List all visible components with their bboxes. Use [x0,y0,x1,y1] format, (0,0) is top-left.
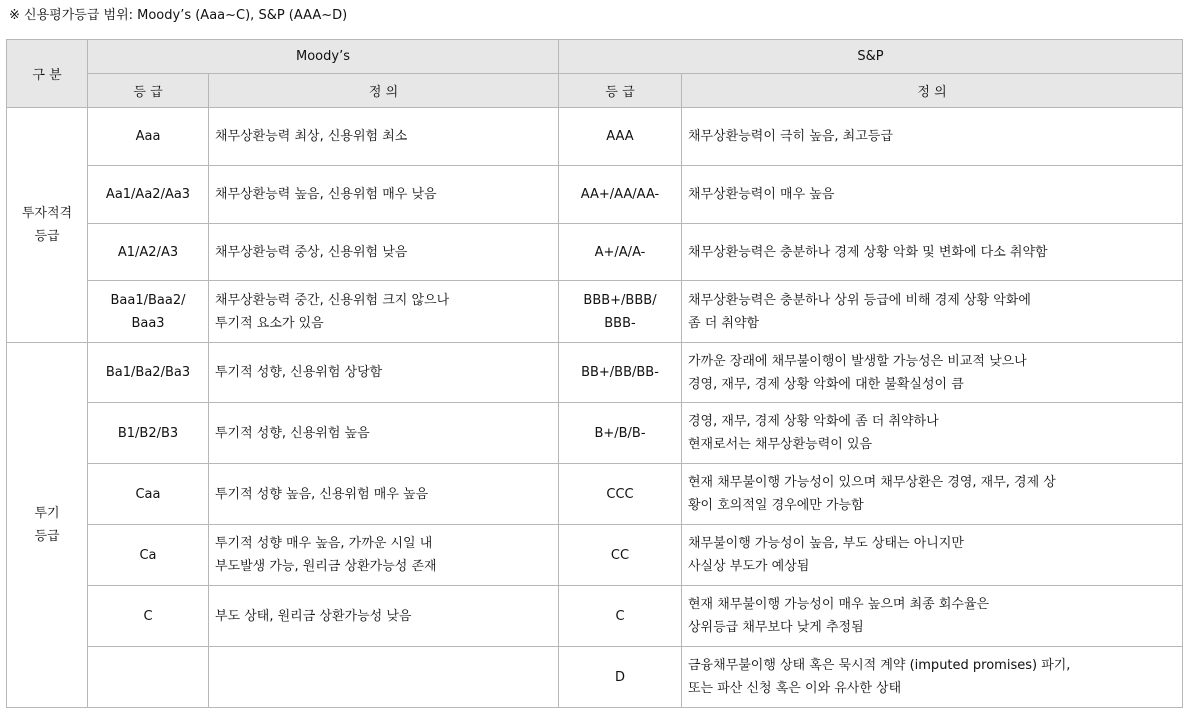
moodys-definition-line: 투기적 성향 높음, 신용위험 매우 높음 [215,486,429,502]
moodys-grade [88,224,209,281]
sp-grade [559,403,682,464]
table-row [7,586,1183,647]
sp-grade-line: CC [610,547,630,563]
table-row [7,403,1183,464]
moodys-grade-line: Caa [135,486,161,502]
header-sp-grade: 등 급 [559,74,682,108]
moodys-grade-line: Ca [139,547,157,563]
moodys-grade-line: Baa3 [131,315,165,331]
sp-definition-line: 사실상 부도가 예상됨 [688,559,810,574]
sp-definition-line: 현재 채무불이행 가능성이 있으며 채무상환은 경영, 재무, 경제 상 [688,475,1056,490]
table-row [7,525,1183,586]
sp-definition [682,108,1183,166]
sp-definition [682,281,1183,343]
sp-grade-line: BBB+/BBB/ [583,292,657,308]
moodys-definition [209,586,559,647]
sp-definition-line: 경영, 재무, 경제 상황 악화에 대한 불확실성이 큼 [688,376,964,392]
moodys-grade [88,647,209,708]
sp-grade [559,281,682,343]
sp-definition-line: 현재 채무불이행 가능성이 매우 높으며 최종 회수율은 [688,597,990,612]
sp-definition-line: 채무불이행 가능성이 높음, 부도 상태는 아니지만 [688,536,964,551]
table-row [7,647,1183,708]
sp-grade [559,525,682,586]
sp-grade-line: B+/B/B- [594,425,646,441]
moodys-grade [88,464,209,525]
group-label-line: 등급 [34,229,60,244]
table-body [7,108,1183,708]
sp-definition [682,586,1183,647]
sp-definition-line: 가까운 장래에 채무불이행이 발생할 가능성은 비교적 낮으나 [688,353,1027,369]
moodys-grade [88,343,209,403]
moodys-grade [88,281,209,343]
header-moodys: Moody’s [88,40,559,74]
table-row [7,166,1183,224]
moodys-grade [88,166,209,224]
sp-grade-line: CCC [606,486,634,502]
sp-definition-line: 황이 호의적일 경우에만 가능함 [688,498,864,513]
moodys-grade [88,403,209,464]
moodys-definition [209,343,559,403]
moodys-grade-line: B1/B2/B3 [117,425,179,441]
group-speculative-grade [7,343,88,708]
sp-grade-line: C [615,608,625,624]
sp-definition [682,647,1183,708]
moodys-definition [209,403,559,464]
moodys-definition-line: 부도 상태, 원리금 상환가능성 낮음 [215,608,412,624]
group-label-line: 등급 [34,529,60,544]
moodys-definition [209,166,559,224]
group-investment-grade [7,108,88,343]
moodys-definition-line: 부도발생 가능, 원리금 상환가능성 존재 [215,559,437,574]
header-sp: S&P [559,40,1183,74]
sp-grade-line: AAA [606,129,634,144]
sp-definition [682,403,1183,464]
moodys-definition-line: 투기적 성향 매우 높음, 가까운 시일 내 [215,536,433,551]
range-note: ※ 신용평가등급 범위: Moody’s (Aaa~C), S&P (AAA~D) [9,8,348,23]
moodys-definition [209,464,559,525]
moodys-grade-line: C [143,608,153,624]
moodys-definition-line: 투기적 성향, 신용위험 높음 [215,425,370,441]
sp-definition [682,224,1183,281]
moodys-definition-line: 채무상환능력 중간, 신용위험 크지 않으나 [215,292,450,308]
moodys-grade [88,108,209,166]
sp-definition-line: 좀 더 취약함 [688,315,760,331]
moodys-definition [209,281,559,343]
sp-definition-line: 채무상환능력은 충분하나 상위 등급에 비해 경제 상황 악화에 [688,292,1031,308]
sp-grade [559,586,682,647]
moodys-definition-line: 투기적 성향, 신용위험 상당함 [215,365,383,380]
sp-definition-line: 상위등급 채무보다 낮게 추정됨 [688,620,864,635]
sp-definition [682,343,1183,403]
sp-definition-line: 또는 파산 신청 혹은 이와 유사한 상태 [688,681,902,696]
moodys-definition [209,108,559,166]
sp-grade-line: A+/A/A- [594,244,646,260]
table-row [7,224,1183,281]
table-row [7,108,1183,166]
moodys-grade-line: Aaa [135,129,161,144]
moodys-grade [88,586,209,647]
sp-definition-line: 채무상환능력이 극히 높음, 최고등급 [688,129,893,144]
credit-rating-table [6,39,1183,708]
header-category: 구 분 [7,40,88,108]
table-row [7,281,1183,343]
moodys-grade-line: Aa1/Aa2/Aa3 [105,187,191,202]
sp-grade [559,108,682,166]
table-row [7,343,1183,403]
sp-definition-line: 경영, 재무, 경제 상황 악화에 좀 더 취약하나 [688,414,939,429]
sp-grade [559,224,682,281]
sp-grade-line: BBB- [604,315,636,331]
sp-grade-line: D [614,669,625,685]
moodys-definition-line: 채무상환능력 최상, 신용위험 최소 [215,129,408,144]
moodys-definition-line: 투기적 요소가 있음 [215,315,324,331]
moodys-definition-line: 채무상환능력 높음, 신용위험 매우 낮음 [215,187,437,202]
sp-definition-line: 현재로서는 채무상환능력이 있음 [688,437,873,452]
sp-definition [682,166,1183,224]
sp-grade [559,343,682,403]
moodys-definition [209,647,559,708]
group-label-line: 투자적격 [21,206,73,221]
sp-grade [559,166,682,224]
sp-grade-line: BB+/BB/BB- [581,365,659,380]
sp-grade-line: AA+/AA/AA- [580,187,660,202]
header-moodys-definition: 정 의 [209,74,559,108]
moodys-grade-line: A1/A2/A3 [117,244,179,260]
moodys-definition-line: 채무상환능력 중상, 신용위험 낮음 [215,244,408,260]
sp-definition [682,464,1183,525]
sp-definition [682,525,1183,586]
header-sp-definition: 정 의 [682,74,1183,108]
sp-grade [559,464,682,525]
sp-grade [559,647,682,708]
moodys-grade [88,525,209,586]
moodys-definition [209,224,559,281]
table-row [7,464,1183,525]
header-moodys-grade: 등 급 [88,74,209,108]
moodys-grade-line: Baa1/Baa2/ [110,292,186,308]
sp-definition-line: 채무상환능력은 충분하나 경제 상황 악화 및 변화에 다소 취약함 [688,244,1048,260]
moodys-definition [209,525,559,586]
group-label-line: 투기 [34,506,60,521]
sp-definition-line: 금융채무불이행 상태 혹은 묵시적 계약 (imputed promises) 파기, [688,658,1071,673]
sp-definition-line: 채무상환능력이 매우 높음 [688,187,835,202]
moodys-grade-line: Ba1/Ba2/Ba3 [105,365,191,380]
